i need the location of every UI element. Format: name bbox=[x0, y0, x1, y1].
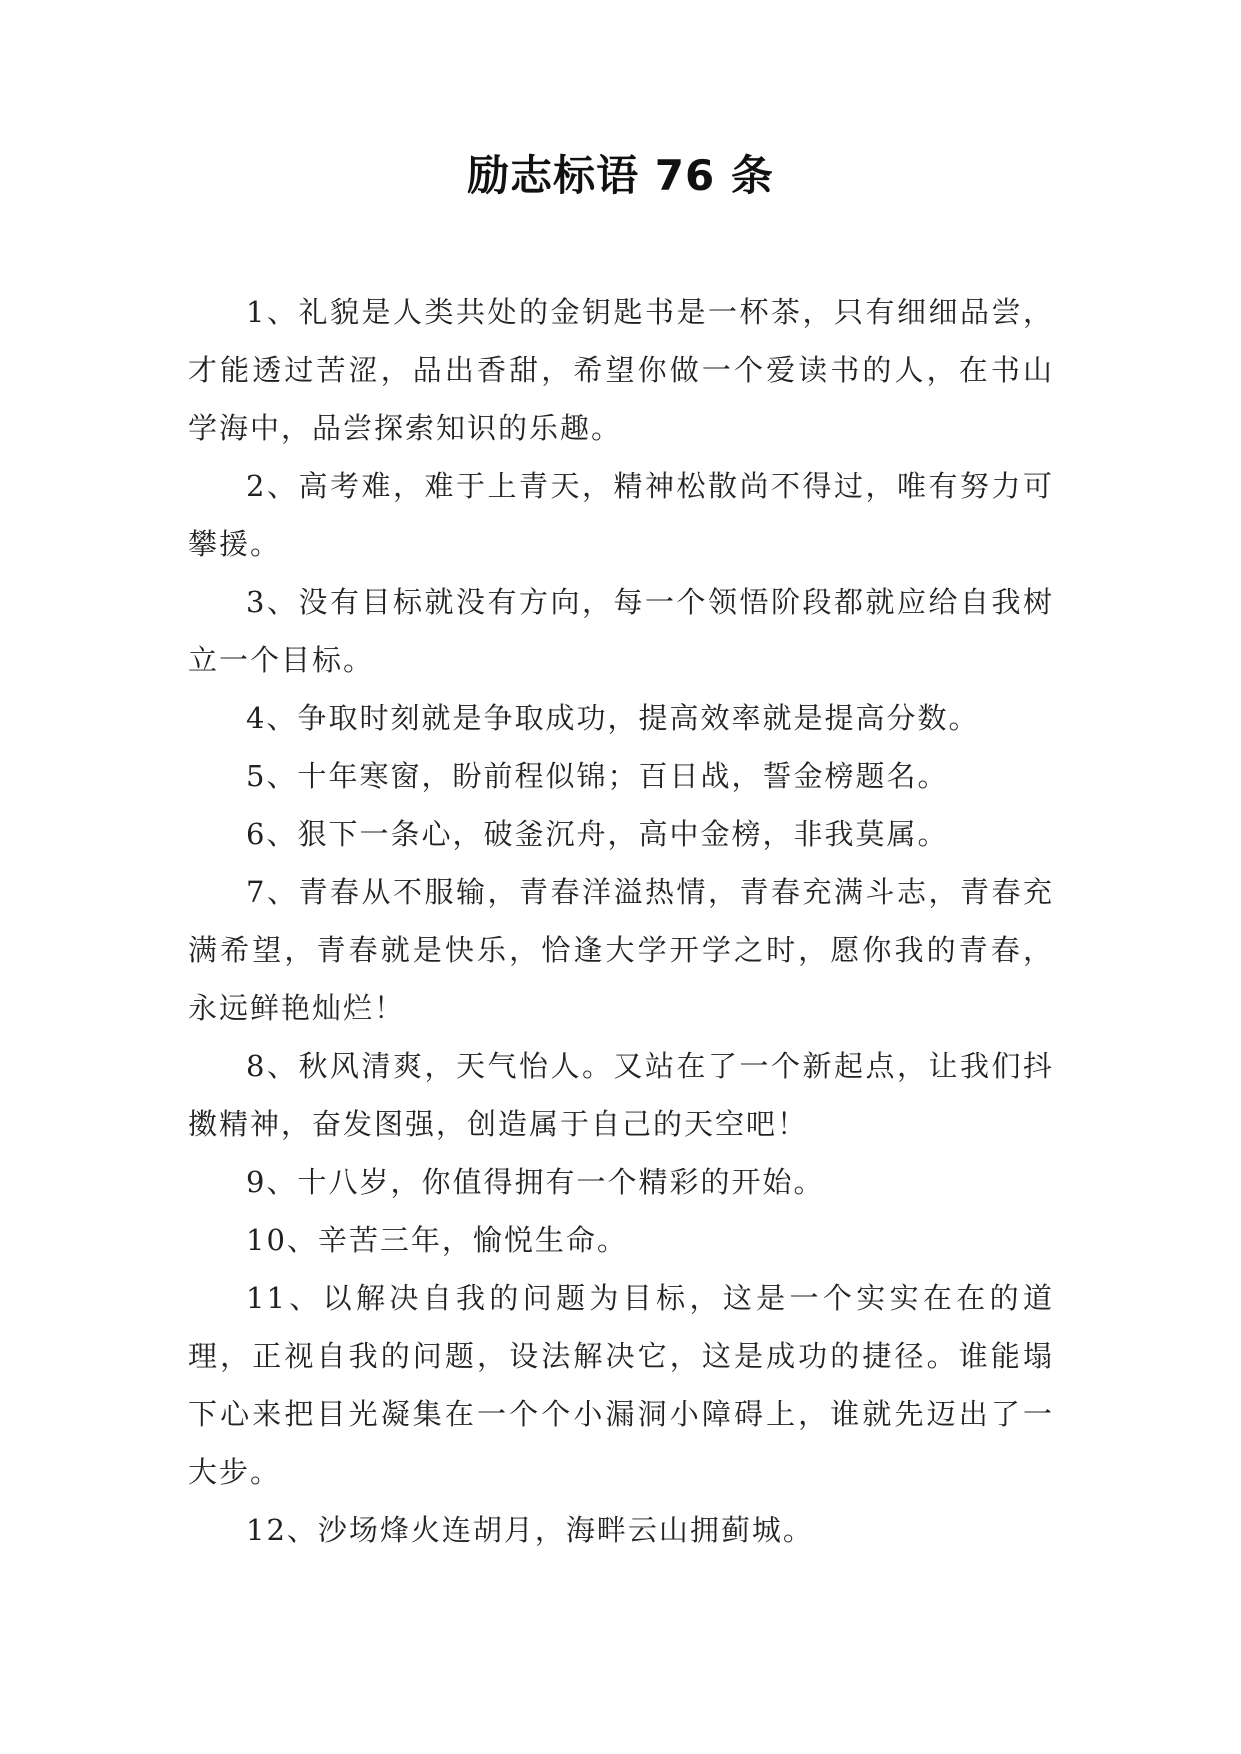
document-title: 励志标语 76 条 bbox=[467, 151, 774, 200]
paragraph-7: 7、青春从不服输，青春洋溢热情，青春充满斗志，青春充满希望，青春就是快乐，恰逢大学开学之时，愿你我的青春，永远鲜艳灿烂！ bbox=[188, 875, 1054, 1025]
paragraph-6: 6、狠下一条心，破釜沉舟，高中金榜，非我莫属。 bbox=[246, 817, 949, 851]
paragraph-3: 3、没有目标就没有方向，每一个领悟阶段都就应给自我树立一个目标。 bbox=[188, 585, 1054, 677]
paragraph-10: 10、辛苦三年，愉悦生命。 bbox=[246, 1223, 628, 1257]
paragraph-1: 1、礼貌是人类共处的金钥匙书是一杯茶，只有细细品尝，才能透过苦涩，品出香甜，希望你做一个爱读书的人，在书山学海中，品尝探索知识的乐趣。 bbox=[188, 295, 1054, 445]
paragraph-12: 12、沙场烽火连胡月，海畔云山拥蓟城。 bbox=[246, 1513, 814, 1547]
paragraph-2: 2、高考难，难于上青天，精神松散尚不得过，唯有努力可攀援。 bbox=[188, 469, 1054, 561]
paragraph-4: 4、争取时刻就是争取成功，提高效率就是提高分数。 bbox=[246, 701, 980, 735]
document-body bbox=[188, 283, 1054, 1559]
paragraph-11: 11、以解决自我的问题为目标，这是一个实实在在的道理，正视自我的问题，设法解决它，这是成功的捷径。谁能塌下心来把目光凝集在一个个小漏洞小障碍上，谁就先迈出了一大步。 bbox=[188, 1281, 1054, 1489]
paragraph-9: 9、十八岁，你值得拥有一个精彩的开始。 bbox=[246, 1165, 825, 1199]
paragraph-5: 5、十年寒窗，盼前程似锦；百日战，誓金榜题名。 bbox=[246, 759, 949, 793]
paragraph-8: 8、秋风清爽，天气怡人。又站在了一个新起点，让我们抖擞精神，奋发图强，创造属于自己的天空吧！ bbox=[188, 1049, 1054, 1141]
